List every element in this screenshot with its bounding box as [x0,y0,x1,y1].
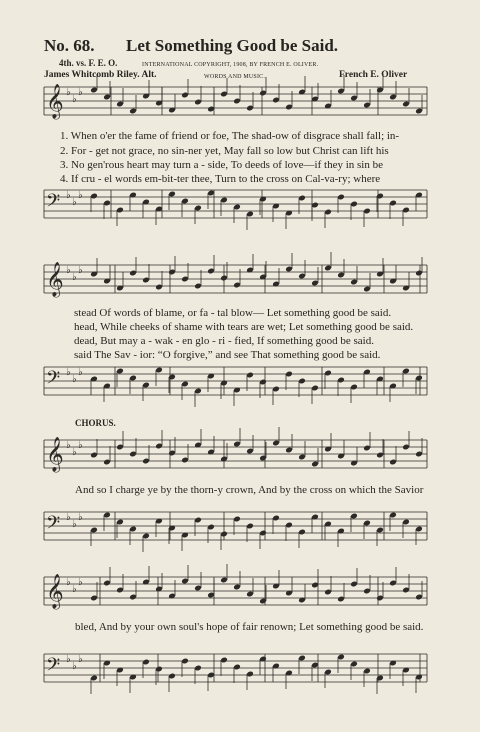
bass-clef: 𝄢 [46,191,61,216]
flat-sign: ♭ [78,654,83,665]
treble-clef: 𝄞 [46,84,64,119]
staff [44,190,427,218]
verse-note: 4th. vs. F. E. O. [59,58,118,68]
flat-sign: ♭ [72,519,77,530]
verse-3-line-b: dead, But may a - wak - en glo - ri - fied, If something good be said. [74,335,374,347]
verse-2-line-a: 2. For - get not grace, no sin-ner yet, May fall so low but Christ can lift his [60,145,389,157]
flat-sign: ♭ [66,654,71,665]
flat-sign: ♭ [66,440,71,451]
bass-clef: 𝄢 [46,513,61,538]
verse-4-line-a: 4. If cru - el words em-bit-ter thee, Turn to the cross on Cal-va-ry; where [60,173,381,185]
verse-1-line-a: 1. When o'er the fame of friend or foe, The shad-ow of disgrace shall fall; in- [60,130,400,142]
verse-4-line-b: said The Sav - ior: “O forgive,” and see That something good be said. [74,349,381,361]
verse-2-line-b: head, While cheeks of shame with tears are wet; Let something good be said. [74,321,414,333]
hymn-number: No. 68. [44,36,95,55]
treble-clef: 𝄞 [46,574,64,609]
flat-sign: ♭ [72,374,77,385]
flat-sign: ♭ [78,440,83,451]
flat-sign: ♭ [72,94,77,105]
flat-sign: ♭ [78,190,83,201]
flat-sign: ♭ [72,272,77,283]
flat-sign: ♭ [66,87,71,98]
staff [44,512,427,540]
flat-sign: ♭ [66,190,71,201]
bass-clef: 𝄢 [46,368,61,393]
lyricist: James Whitcomb Riley. Alt. [44,70,157,80]
chorus-line-2: bled, And by your own soul's hope of fair renown; Let something good be said. [75,621,424,633]
hymn-title: Let Something Good be Said. [126,36,339,55]
credit-label: WORDS AND MUSIC. [204,74,266,80]
flat-sign: ♭ [72,447,77,458]
chorus-label: CHORUS. [75,418,116,428]
copyright-notice: INTERNATIONAL COPYRIGHT, 1908, BY FRENCH E. OLIVER. [142,62,319,68]
composer: French E. Oliver [339,70,408,80]
flat-sign: ♭ [66,367,71,378]
flat-sign: ♭ [78,367,83,378]
flat-sign: ♭ [78,512,83,523]
flat-sign: ♭ [66,577,71,588]
flat-sign: ♭ [72,197,77,208]
verse-3-line-a: 3. No gen'rous heart may turn a - side, To deeds of love—if they in sin be [60,159,383,171]
flat-sign: ♭ [72,584,77,595]
staff [44,262,427,298]
verse-1-line-b: stead Of words of blame, or fa - tal blow— Let something good be said. [74,307,392,319]
treble-clef: 𝄞 [46,437,64,472]
flat-sign: ♭ [78,87,83,98]
flat-sign: ♭ [66,512,71,523]
flat-sign: ♭ [78,265,83,276]
flat-sign: ♭ [72,661,77,672]
treble-clef: 𝄞 [46,262,64,297]
flat-sign: ♭ [78,577,83,588]
flat-sign: ♭ [66,265,71,276]
bass-clef: 𝄢 [46,655,61,680]
chorus-line-1: And so I charge ye by the thorn-y crown, And by the cross on which the Savior [75,484,424,496]
